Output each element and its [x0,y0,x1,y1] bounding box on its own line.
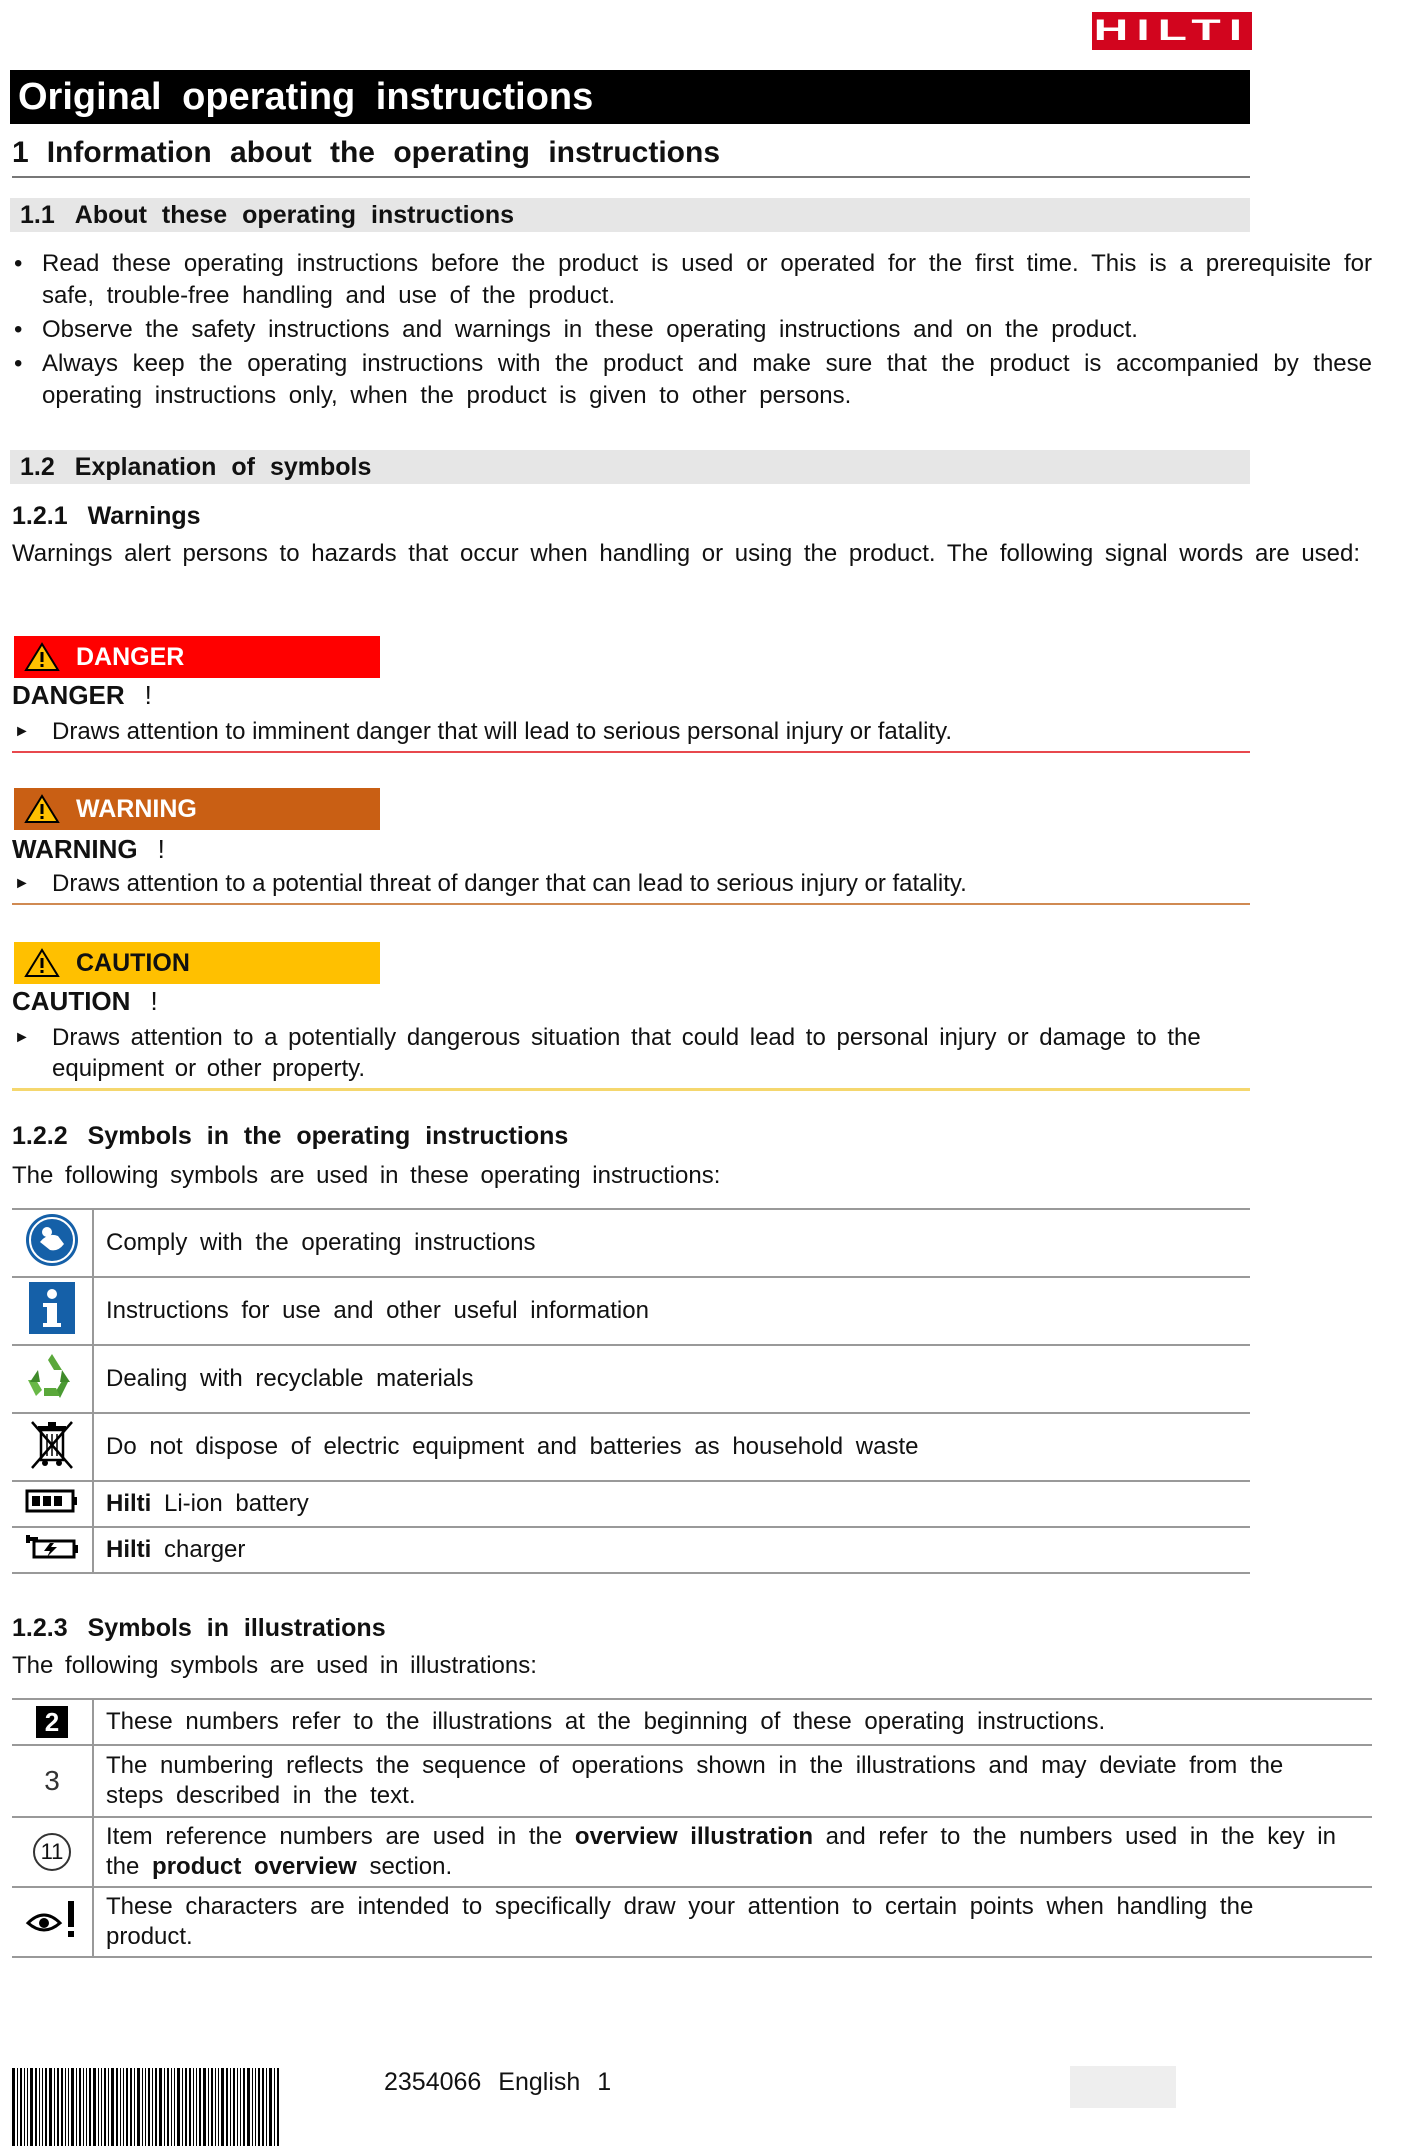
barcode-bar [164,2068,165,2146]
section-title: Symbols in the operating instructions [87,1122,569,1150]
barcode-bar [193,2068,194,2146]
barcode-bar [274,2068,275,2146]
signal-word: DANGER [12,680,125,710]
barcode-bar [243,2068,245,2146]
description-text: charger [164,1536,246,1563]
barcode-bar [211,2068,213,2146]
barcode-bar [145,2068,146,2146]
barcode-bar [189,2068,191,2146]
symbol-description: Comply with the operating instructions [93,1209,1250,1277]
barcode-bar [237,2068,238,2146]
barcode-bar [83,2068,84,2146]
warning-description [12,868,1252,899]
section-1-2-2-heading [12,1122,568,1151]
symbol-description: These characters are intended to specifically draw your attention to certain points when handling the product. [93,1887,1372,1957]
recycle-icon [24,1348,80,1404]
barcode-bar [148,2068,150,2146]
brand-name: Hilti [106,1490,152,1517]
table-row [12,1481,1250,1527]
barcode-bar [30,2068,33,2146]
barcode-bar [54,2068,55,2146]
section-1-1-heading [10,198,1250,232]
section-number: 1.2 [20,453,55,481]
page-title: Original operating instructions [10,70,1250,124]
barcode-bar [277,2068,279,2146]
arrow-bullet-icon: ► [14,875,30,892]
arrow-bullet-icon: ► [14,723,30,740]
symbol-description [93,1481,1250,1527]
description-text: Li-ion battery [164,1490,309,1517]
section-title: About these operating instructions [74,201,515,229]
description-text: Draws attention to a potential threat of danger that can lead to serious injury or fatality. [52,870,967,897]
description-text: Item reference numbers are used in the [106,1823,563,1850]
barcode [12,2068,352,2146]
section-1-2-1-heading [12,502,201,531]
circled-number-icon: 11 [33,1833,71,1871]
barcode-bar [266,2068,267,2146]
arrow-bullet-icon: ► [14,1029,30,1046]
symbol-description: These numbers refer to the illustrations at the beginning of these operating instructions. [93,1699,1372,1745]
symbol-description: Do not dispose of electric equipment and batteries as household waste [93,1413,1250,1481]
barcode-bar [93,2068,96,2146]
table-row [12,1699,1372,1745]
barcode-bar [203,2068,206,2146]
barcode-bar [27,2068,28,2146]
bullet-list [12,248,1372,414]
barcode-bar [155,2068,157,2146]
illustration-symbols-intro: The following symbols are used in illustrations: [12,1652,537,1679]
barcode-bar [177,2068,180,2146]
barcode-bar [120,2068,121,2146]
caution-description [12,1022,1272,1084]
table-row [12,1345,1250,1413]
barcode-bar [45,2068,47,2146]
description-text: Draws attention to imminent danger that will lead to serious personal injury or fatality. [52,718,952,745]
table-row [12,1413,1250,1481]
barcode-bar [258,2068,260,2146]
exclamation: ! [150,986,158,1016]
table-row [12,1209,1250,1277]
icon-cell [12,1481,93,1527]
signal-word: WARNING [12,834,138,864]
barcode-bar [171,2068,172,2146]
section-number: 1.2.1 [12,502,68,530]
icon-cell [12,1817,93,1887]
warning-triangle-icon [24,948,60,978]
section-title: Symbols in illustrations [87,1614,386,1642]
section-number: 1.2.3 [12,1614,68,1642]
section-number: 1 [12,136,29,169]
barcode-bar [215,2068,216,2146]
symbols-intro: The following symbols are used in these operating instructions: [12,1162,721,1189]
barcode-bar [142,2068,143,2146]
barcode-bar [130,2068,132,2146]
barcode-bar [76,2068,77,2146]
battery-icon [25,1487,79,1515]
barcode-bar [255,2068,256,2146]
section-title: Warnings [87,502,201,530]
barcode-bar [269,2068,272,2146]
caution-divider [12,1088,1250,1091]
warning-signal-word [12,834,165,865]
barcode-bar [152,2068,153,2146]
barcode-bar [108,2068,109,2146]
table-row [12,1887,1372,1957]
warning-divider [12,903,1250,905]
symbol-description [93,1527,1250,1573]
barcode-bar [126,2068,128,2146]
list-item: • Observe the safety instructions and warnings in these operating instructions and on the product. [12,314,1372,346]
number-icon: 3 [44,1765,60,1796]
barcode-bar [199,2068,201,2146]
document-number: 2354066 [384,2068,482,2096]
info-icon [27,1280,77,1336]
barcode-bar [49,2068,52,2146]
barcode-bar [159,2068,162,2146]
barcode-bar [167,2068,169,2146]
barcode-bar [71,2068,74,2146]
barcode-bar [101,2068,102,2146]
number-box-icon: 2 [36,1706,68,1738]
bold-term: product overview [152,1853,357,1880]
barcode-bar [20,2068,22,2146]
barcode-bar [61,2068,63,2146]
barcode-bar [174,2068,175,2146]
barcode-bar [123,2068,124,2146]
warning-signal-box [14,788,380,830]
icon-cell [12,1209,93,1277]
footer-placeholder-box [1070,2066,1176,2108]
illustration-symbols-table [12,1698,1372,1958]
barcode-bar [116,2068,118,2146]
symbol-description: Instructions for use and other useful information [93,1277,1250,1345]
section-1-2-3-heading [12,1614,386,1643]
document-language: English [498,2068,581,2096]
manual-icon [24,1212,80,1268]
icon-cell [12,1413,93,1481]
brand-name: Hilti [106,1536,152,1563]
warning-triangle-icon [24,642,60,672]
icon-cell [12,1527,93,1573]
barcode-bar [134,2068,135,2146]
barcode-bar [57,2068,59,2146]
icon-cell [12,1887,93,1957]
icon-cell [12,1745,93,1817]
barcode-bar [42,2068,43,2146]
barcode-bar [111,2068,114,2146]
symbols-table [12,1208,1250,1574]
exclamation: ! [144,680,152,710]
bold-term: overview illustration [574,1823,813,1850]
description-text: Draws attention to a potentially dangerous situation that could lead to personal injury or damage to the equipment or other property. [52,1024,1201,1082]
table-row [12,1277,1250,1345]
danger-signal-box [14,636,380,678]
barcode-bar [221,2068,224,2146]
exclamation: ! [157,834,165,864]
description-text: section. [369,1853,453,1880]
description-text: and refer to the numbers used in the key in the [106,1823,1336,1880]
eye-attention-icon [24,1897,80,1941]
list-item: • Read these operating instructions before the product is used or operated for the first time. This is a prerequisite for safe, trouble-free handling and use of the product. [12,248,1372,312]
table-row [12,1527,1250,1573]
barcode-bar [137,2068,140,2146]
barcode-bar [226,2068,228,2146]
barcode-bar [262,2068,264,2146]
section-number: 1.1 [20,201,55,229]
symbol-description [93,1817,1372,1887]
barcode-bar [218,2068,219,2146]
table-row [12,1817,1372,1887]
barcode-bar [79,2068,81,2146]
barcode-bar [17,2068,18,2146]
icon-cell [12,1277,93,1345]
section-title: Explanation of symbols [74,453,372,481]
danger-divider [12,751,1250,753]
barcode-bar [247,2068,250,2146]
icon-cell [12,1345,93,1413]
barcode-bar [98,2068,99,2146]
caution-signal-box [14,942,380,984]
symbol-description: The numbering reflects the sequence of operations shown in the illustrations and may deviate from the steps described in the text. [93,1745,1372,1817]
section-1-2-heading [10,450,1250,484]
caution-signal-word [12,986,158,1017]
danger-description [12,716,1252,747]
barcode-bar [230,2068,231,2146]
charger-icon [24,1531,80,1563]
page-number: 1 [597,2068,612,2096]
barcode-bar [12,2068,15,2146]
barcode-bar [208,2068,209,2146]
barcode-bar [39,2068,40,2146]
barcode-bar [185,2068,187,2146]
signal-label: WARNING [76,795,197,823]
list-item: • Always keep the operating instructions with the product and make sure that the product is accompanied by these operating instructions only, when the product is given to other persons. [12,348,1372,412]
warnings-intro: Warnings alert persons to hazards that occur when handling or using the product. The following signal words are used: [12,540,1361,567]
signal-label: CAUTION [76,949,190,977]
signal-label: DANGER [76,643,185,671]
symbol-description: Dealing with recyclable materials [93,1345,1250,1413]
barcode-bar [24,2068,25,2146]
barcode-bar [35,2068,37,2146]
hilti-logo [1092,12,1252,50]
crossed-bin-icon [24,1416,80,1472]
barcode-bar [233,2068,235,2146]
section-number: 1.2.2 [12,1122,68,1150]
logo-text: HILTI [1093,14,1251,47]
warning-triangle-icon [24,794,60,824]
barcode-bar [104,2068,106,2146]
danger-signal-word [12,680,152,711]
section-1-heading [12,136,1250,178]
footer [384,2068,611,2097]
section-title: Information about the operating instructions [46,136,721,169]
table-row [12,1745,1372,1817]
signal-word: CAUTION [12,986,131,1016]
barcode-bar [89,2068,91,2146]
icon-cell [12,1699,93,1745]
barcode-bar [65,2068,66,2146]
barcode-bar [182,2068,183,2146]
barcode-bar [196,2068,197,2146]
barcode-bar [240,2068,241,2146]
barcode-bar [252,2068,253,2146]
barcode-bar [68,2068,69,2146]
barcode-bar [86,2068,87,2146]
